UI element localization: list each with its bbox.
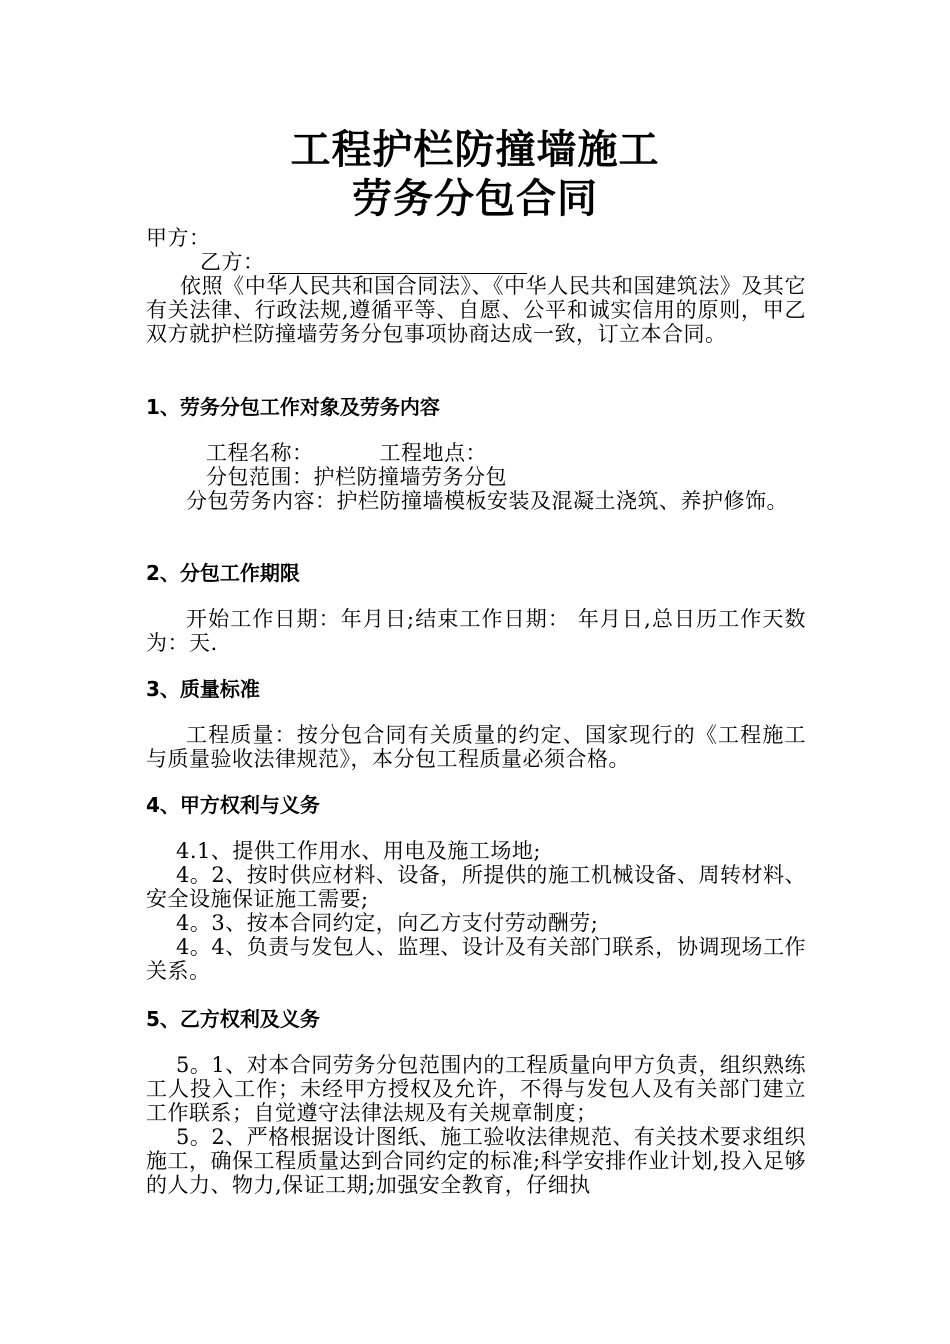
quality-paragraph: 工程质量：按分包合同有关质量的约定、国家现行的《工程施工与质量验收法律规范》，本分包工程质量必须合格。 bbox=[146, 723, 806, 771]
party-a-item-3: 4。3、按本合同约定，向乙方支付劳动酬劳; bbox=[176, 911, 599, 935]
party-b-blank-line bbox=[269, 251, 527, 274]
section-1-heading: 1、劳务分包工作对象及劳务内容 bbox=[146, 395, 440, 419]
party-a-item-4: 4。4、负责与发包人、监理、设计及有关部门联系，协调现场工作关系。 bbox=[146, 935, 806, 983]
title-line-2: 劳务分包合同 bbox=[352, 176, 598, 222]
party-b-row bbox=[200, 250, 527, 274]
scope-line: 分包范围：护栏防撞墙劳务分包 bbox=[206, 465, 507, 489]
section-4-heading: 4、甲方权利与义务 bbox=[146, 793, 320, 817]
party-b-item-2: 5。2、严格根据设计图纸、施工验收法律规范、有关技术要求组织施工，确保工程质量达到合同约定的标准;科学安排作业计划,投入足够的人力、物力,保证工期;加强安全教育，仔细执 bbox=[146, 1125, 806, 1197]
preamble-paragraph: 依照《中华人民共和国合同法》、《中华人民共和国建筑法》及其它有关法律、行政法规,遵循平等、自愿、公平和诚实信用的原则，甲乙双方就护栏防撞墙劳务分包事项协商达成一致，订立本合同。 bbox=[146, 274, 806, 346]
party-a-item-2: 4。2、按时供应材料、设备，所提供的施工机械设备、周转材料、安全设施保证施工需要; bbox=[146, 863, 806, 911]
section-2-heading: 2、分包工作期限 bbox=[146, 561, 300, 585]
party-a-label: 甲方： bbox=[146, 226, 211, 250]
party-b-label: 乙方： bbox=[200, 250, 265, 274]
project-location-label: 工程地点： bbox=[379, 441, 487, 465]
period-paragraph: 开始工作日期：年月日;结束工作日期： 年月日,总日历工作天数为：天. bbox=[146, 607, 806, 655]
project-name-label: 工程名称： bbox=[206, 441, 314, 465]
section-5-heading: 5、乙方权利及义务 bbox=[146, 1007, 320, 1031]
title-line-1: 工程护栏防撞墙施工 bbox=[290, 127, 660, 173]
project-name-row bbox=[206, 441, 487, 465]
party-b-item-1: 5。1、对本合同劳务分包范围内的工程质量向甲方负责，组织熟练工人投入工作；未经甲方授权及允许，不得与发包人及有关部门建立工作联系；自觉遵守法律法规及有关规章制度； bbox=[146, 1053, 806, 1125]
content-paragraph: 分包劳务内容：护栏防撞墙模板安装及混凝土浇筑、养护修饰。 bbox=[186, 489, 788, 513]
party-a-item-1: 4.1、提供工作用水、用电及施工场地; bbox=[176, 839, 541, 863]
section-3-heading: 3、质量标准 bbox=[146, 677, 260, 701]
